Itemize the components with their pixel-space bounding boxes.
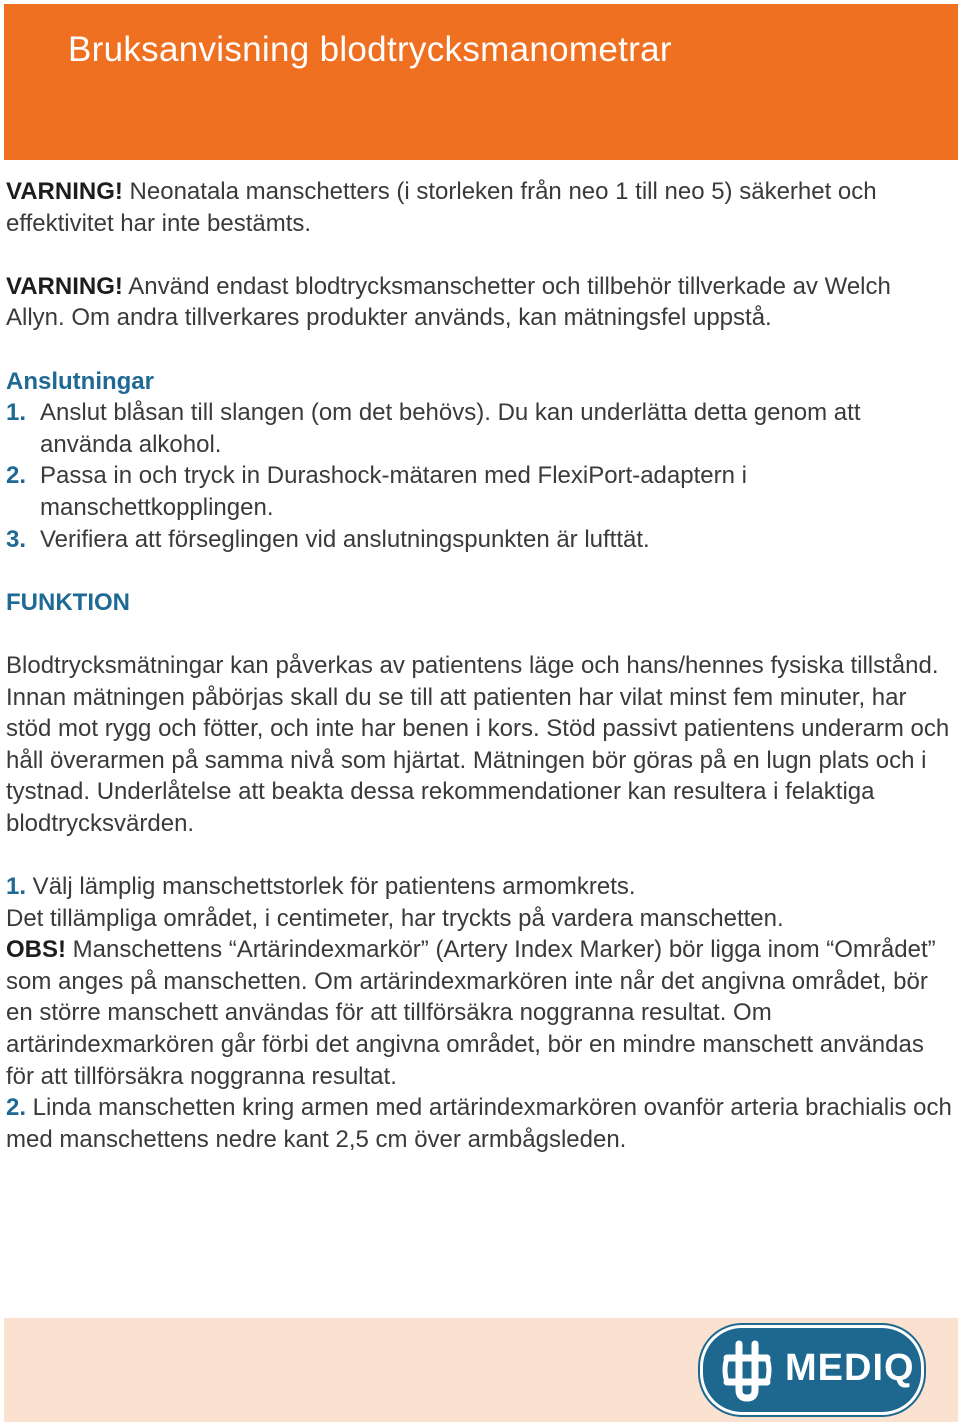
- warning-neonatal: [6, 176, 954, 239]
- procedure-step-1: [6, 871, 954, 903]
- header-banner: [4, 4, 958, 160]
- section-heading-function: FUNKTION: [6, 588, 130, 616]
- mediq-cross-icon: [719, 1338, 775, 1402]
- warning-accessories: [6, 271, 954, 334]
- section-heading-connections: Anslutningar: [6, 367, 154, 395]
- connection-step: [6, 460, 954, 523]
- mediq-logo: [700, 1325, 924, 1415]
- connection-step: [6, 397, 954, 460]
- range-text: Det tillämpliga området, i centimeter, har tryckts på vardera manschetten.: [6, 904, 784, 932]
- function-paragraph: Blodtrycksmätningar kan påverkas av patientens läge och hans/hennes fysiska tillstånd. Innan mätningen påbörjas skall du se till att patienten har vilat minst fem minuter, har stöd mot rygg och fötter, och inte har benen i kors. Stöd passivt patientens underarm och håll överarmen på samma nivå som hjärtat. Mätningen bör göras på en lugn plats och i tystnad. Underlåtelse att beakta dessa rekommendationer kan resultera i felaktiga blodtrycksvärden.: [6, 651, 950, 837]
- step-text: Passa in och tryck in Durashock-mätaren med FlexiPort-adaptern i manschettkopplingen.: [40, 462, 747, 521]
- warning-text: Neonatala manschetters (i storleken från neo 1 till neo 5) säkerhet och effektivitet har inte bestämts.: [6, 178, 877, 237]
- step-number: 3.: [6, 525, 27, 553]
- warning-text: Använd endast blodtrycksmanschetter och tillbehör tillverkade av Welch Allyn. Om andra tillverkares produkter används, kan mätningsfel uppstå.: [6, 272, 891, 332]
- step-text: Linda manschetten kring armen med artärindexmarkören ovanför arteria brachialis och med manschettens nedre kant 2,5 cm över armbågsleden.: [6, 1094, 952, 1153]
- step-text: Anslut blåsan till slangen (om det behövs). Du kan underlätta detta genom att använda alkohol.: [40, 399, 861, 458]
- connection-step: [6, 524, 954, 556]
- step-number: 1.: [6, 399, 27, 427]
- page-title: Bruksanvisning blodtrycksmanometrar: [68, 30, 672, 69]
- logo-text: MEDIQ: [785, 1347, 915, 1389]
- warning-label: VARNING!: [6, 178, 123, 205]
- step-number: 2.: [6, 462, 27, 490]
- step-text: Verifiera att förseglingen vid anslutningspunkten är lufttät.: [40, 525, 650, 553]
- procedure-step-2: [6, 1092, 954, 1155]
- warning-label: VARNING!: [6, 272, 123, 300]
- note-label: OBS!: [6, 936, 66, 964]
- step-number: 1.: [6, 873, 27, 901]
- step-text: Välj lämplig manschettstorlek för patientens armomkrets.: [26, 873, 636, 901]
- note-paragraph: [6, 934, 954, 1092]
- step-number: 2.: [6, 1094, 27, 1122]
- document-body: [6, 176, 954, 1155]
- note-text: Manschettens “Artärindexmarkör” (Artery Index Marker) bör ligga inom “Området” som anges på manschetten. Om artärindexmarkören inte når det angivna området, bör en större manschett användas för att tillförsäkra noggranna resultat. Om artärindexmarkören går förbi det angivna området, bör en mindre manschett användas för att tillförsäkra noggranna resultat.: [6, 936, 936, 1090]
